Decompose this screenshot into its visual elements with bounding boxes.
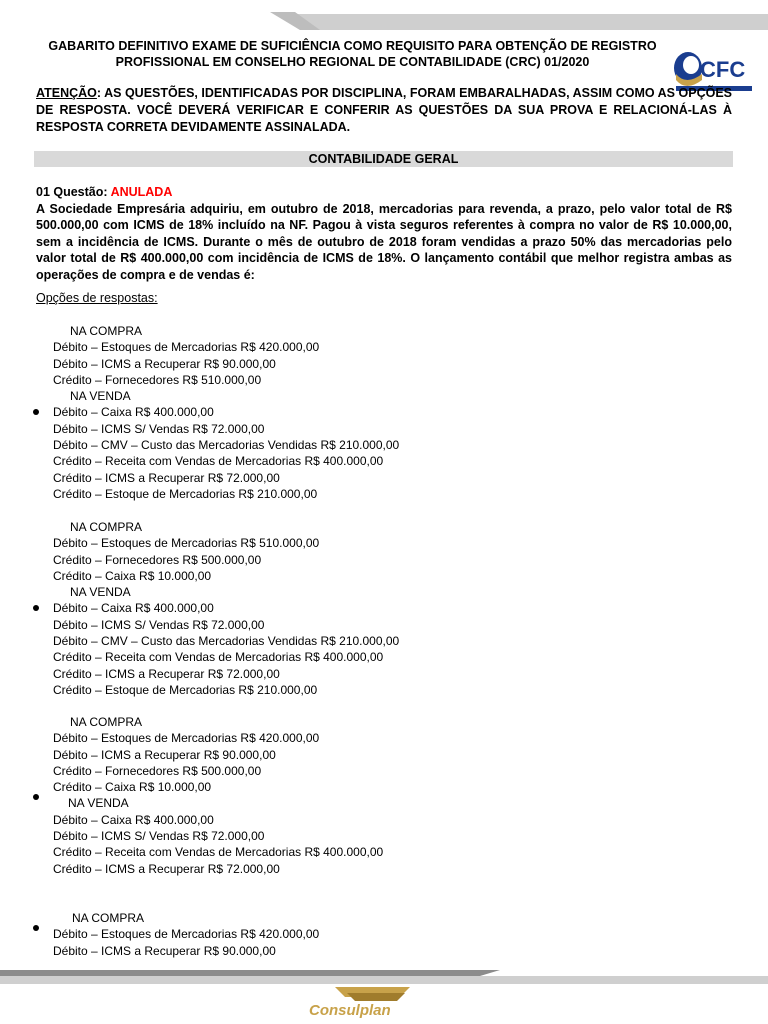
title-line-2: PROFISSIONAL EM CONSELHO REGIONAL DE CONTABILIDADE (CRC) 01/2020 [115,55,590,69]
entry-line: Crédito – ICMS a Recuperar R$ 72.000,00 [53,470,280,485]
question-number: 01 Questão [36,185,104,199]
entry-line: Débito – Caixa R$ 400.000,00 [53,812,214,827]
question-status: ANULADA [110,185,173,199]
venda-header: NA VENDA [68,796,129,811]
entry-line: Débito – Estoques de Mercadorias R$ 420.000,00 [53,340,320,355]
option-2-bullet [33,605,39,611]
attention-label: ATENÇÃO [36,86,97,100]
cfc-logo-text: CFC [700,57,746,82]
venda-header: NA VENDA [70,389,131,404]
entry-line: Débito – CMV – Custo das Mercadorias Vendidas R$ 210.000,00 [53,634,400,649]
entry-line: Débito – Estoques de Mercadorias R$ 420.000,00 [53,731,320,746]
entry-line: Débito – Caixa R$ 400.000,00 [53,601,214,616]
entry-line: Crédito – ICMS a Recuperar R$ 72.000,00 [53,666,280,681]
entry-line: Débito – ICMS S/ Vendas R$ 72.000,00 [53,617,265,632]
entry-line: Crédito – Fornecedores R$ 500.000,00 [53,763,262,778]
entry-line: Crédito – Estoque de Mercadorias R$ 210.000,00 [53,486,318,501]
entry-line: Débito – ICMS S/ Vendas R$ 72.000,00 [53,829,265,844]
entry-line: Débito – Caixa R$ 400.000,00 [53,405,214,420]
attention-notice [36,85,732,136]
entry-line: Crédito – Caixa R$ 10.000,00 [53,568,212,583]
compra-header: NA COMPRA [72,911,145,925]
option-1-bullet [33,409,39,415]
option-4-bullet [33,925,39,931]
entry-line: Débito – CMV – Custo das Mercadorias Vendidas R$ 210.000,00 [53,438,400,453]
entry-line: Crédito – Receita com Vendas de Mercadorias R$ 400.000,00 [53,454,384,469]
entry-line: Débito – Estoques de Mercadorias R$ 420.000,00 [53,927,320,942]
consulplan-logo-text: Consulplan [309,1002,391,1019]
answer-option-1 [36,323,736,502]
question-block [36,184,732,283]
answer-option-2 [36,519,736,698]
compra-header: NA COMPRA [70,715,143,729]
compra-header: NA COMPRA [70,324,143,338]
entry-line: Débito – ICMS a Recuperar R$ 90.000,00 [53,356,276,371]
attention-text: : AS QUESTÕES, IDENTIFICADAS POR DISCIPLINA, FORAM EMBARALHADAS, ASSIM COMO AS OPÇÕES DE RESPOSTA. VOCÊ DEVERÁ VERIFICAR E CONFERIR AS QUESTÕES DA SUA PROVA E RELACIONÁ-LAS À RESPOSTA CORRETA DEVIDAMENTE ASSINALADA. [36,86,732,134]
title-line-1: GABARITO DEFINITIVO EXAME DE SUFICIÊNCIA COMO REQUISITO PARA OBTENÇÃO DE REGISTRO [48,39,657,53]
question-separator: : [103,185,111,199]
entry-line: Crédito – Fornecedores R$ 510.000,00 [53,372,262,387]
consulplan-logo [305,983,430,1019]
section-title: CONTABILIDADE GERAL [34,151,733,167]
entry-line: Crédito – Fornecedores R$ 500.000,00 [53,552,262,567]
entry-line: Débito – ICMS a Recuperar R$ 90.000,00 [53,943,276,958]
compra-header: NA COMPRA [70,520,143,534]
entry-line: Crédito – Estoque de Mercadorias R$ 210.000,00 [53,682,318,697]
option-3-bullet [33,794,39,800]
venda-header: NA VENDA [70,585,131,600]
document-title [40,38,665,70]
question-heading [36,184,732,201]
answer-option-4 [36,910,736,959]
entry-line: Crédito – Receita com Vendas de Mercadorias R$ 400.000,00 [53,650,384,665]
question-text: A Sociedade Empresária adquiriu, em outubro de 2018, mercadorias para revenda, a prazo, pelo valor total de R$ 500.000,00 com ICMS de 18% incluído na NF. Pagou à vista seguros referentes à compra no valor de R$ 10.000,00, sem a incidência de ICMS. Durante o mês de outubro de 2018 foram vendidas a prazo 50% das mercadorias pelo valor total de R$ 400.000,00 com incidência de ICMS de 18%. O lançamento contábil que melhor registra ambas as operações de compra e de vendas é: [36,201,732,282]
entry-line: Crédito – ICMS a Recuperar R$ 72.000,00 [53,861,280,876]
answer-option-3 [36,714,736,877]
entry-line: Crédito – Receita com Vendas de Mercadorias R$ 400.000,00 [53,845,384,860]
top-decorative-band [0,0,768,30]
entry-line: Débito – Estoques de Mercadorias R$ 510.000,00 [53,536,320,551]
options-label: Opções de respostas: [36,291,158,305]
entry-line: Débito – ICMS a Recuperar R$ 90.000,00 [53,747,276,762]
entry-line: Débito – ICMS S/ Vendas R$ 72.000,00 [53,421,265,436]
entry-line: Crédito – Caixa R$ 10.000,00 [53,780,212,795]
